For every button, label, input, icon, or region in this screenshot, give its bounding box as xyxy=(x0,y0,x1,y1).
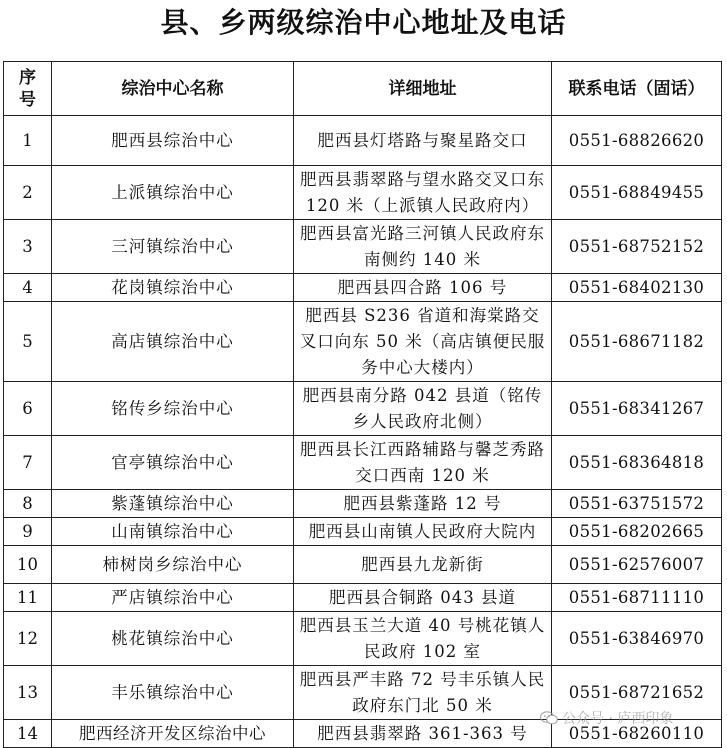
row-index: 10 xyxy=(4,546,52,584)
header-address: 详细地址 xyxy=(294,62,552,116)
row-phone: 0551-68341267 xyxy=(552,382,722,436)
row-address: 肥西县长江西路辅路与馨芝秀路交口西南 120 米 xyxy=(294,436,552,490)
row-address: 肥西县灯塔路与聚星路交口 xyxy=(294,116,552,166)
row-index: 2 xyxy=(4,166,52,220)
row-address: 肥西县翡翠路 361-363 号 xyxy=(294,720,552,748)
header-row xyxy=(4,62,722,116)
table-row xyxy=(4,302,722,382)
row-name: 铭传乡综治中心 xyxy=(52,382,294,436)
table-row xyxy=(4,166,722,220)
row-name: 柿树岗乡综治中心 xyxy=(52,546,294,584)
row-name: 高店镇综治中心 xyxy=(52,302,294,382)
row-address: 肥西县合铜路 043 县道 xyxy=(294,584,552,612)
row-phone: 0551-68711110 xyxy=(552,584,722,612)
row-phone: 0551-68849455 xyxy=(552,166,722,220)
row-phone: 0551-68671182 xyxy=(552,302,722,382)
watermark xyxy=(540,708,673,728)
contact-table xyxy=(3,61,722,748)
row-address: 肥西县翡翠路与望水路交叉口东 120 米（上派镇人民政府内） xyxy=(294,166,552,220)
row-name: 官亭镇综治中心 xyxy=(52,436,294,490)
row-index: 6 xyxy=(4,382,52,436)
row-name: 上派镇综治中心 xyxy=(52,166,294,220)
row-address: 肥西县九龙新街 xyxy=(294,546,552,584)
row-phone: 0551-63751572 xyxy=(552,490,722,518)
table-row xyxy=(4,546,722,584)
row-index: 14 xyxy=(4,720,52,748)
row-address: 肥西县紫蓬路 12 号 xyxy=(294,490,552,518)
row-name: 肥西经济开发区综治中心 xyxy=(52,720,294,748)
row-index: 8 xyxy=(4,490,52,518)
table-row xyxy=(4,116,722,166)
header-name: 综治中心名称 xyxy=(52,62,294,116)
row-address: 肥西县严丰路 72 号丰乐镇人民政府东门北 50 米 xyxy=(294,666,552,720)
row-address: 肥西县富光路三河镇人民政府东南侧约 140 米 xyxy=(294,220,552,274)
row-index: 5 xyxy=(4,302,52,382)
row-phone: 0551-68752152 xyxy=(552,220,722,274)
watermark-text: 公众号 · 庐西印象 xyxy=(562,711,674,727)
row-index: 4 xyxy=(4,274,52,302)
row-name: 严店镇综治中心 xyxy=(52,584,294,612)
row-index: 9 xyxy=(4,518,52,546)
row-phone: 0551-68202665 xyxy=(552,518,722,546)
table-row xyxy=(4,490,722,518)
row-phone: 0551-68260110 xyxy=(552,720,722,748)
row-index: 1 xyxy=(4,116,52,166)
table-row xyxy=(4,612,722,666)
table-row xyxy=(4,274,722,302)
row-phone: 0551-62576007 xyxy=(552,546,722,584)
table-row xyxy=(4,584,722,612)
row-address: 肥西县 S236 省道和海棠路交叉口向东 50 米（高店镇便民服务中心大楼内） xyxy=(294,302,552,382)
row-name: 桃花镇综治中心 xyxy=(52,612,294,666)
row-index: 7 xyxy=(4,436,52,490)
row-name: 花岗镇综治中心 xyxy=(52,274,294,302)
wechat-icon xyxy=(540,711,558,725)
table-row xyxy=(4,382,722,436)
row-name: 三河镇综治中心 xyxy=(52,220,294,274)
table-row xyxy=(4,518,722,546)
row-phone: 0551-68721652 xyxy=(552,666,722,720)
table-row xyxy=(4,220,722,274)
row-name: 肥西县综治中心 xyxy=(52,116,294,166)
header-phone: 联系电话（固话） xyxy=(552,62,722,116)
row-phone: 0551-63846970 xyxy=(552,612,722,666)
header-index: 序号 xyxy=(4,62,52,116)
table-row xyxy=(4,436,722,490)
row-index: 11 xyxy=(4,584,52,612)
row-index: 3 xyxy=(4,220,52,274)
page-title: 县、乡两级综治中心地址及电话 xyxy=(160,6,567,39)
row-phone: 0551-68364818 xyxy=(552,436,722,490)
row-name: 山南镇综治中心 xyxy=(52,518,294,546)
row-address: 肥西县南分路 042 县道（铭传乡人民政府北侧） xyxy=(294,382,552,436)
row-address: 肥西县山南镇人民政府大院内 xyxy=(294,518,552,546)
row-phone: 0551-68402130 xyxy=(552,274,722,302)
row-index: 12 xyxy=(4,612,52,666)
row-name: 紫蓬镇综治中心 xyxy=(52,490,294,518)
row-address: 肥西县四合路 106 号 xyxy=(294,274,552,302)
row-name: 丰乐镇综治中心 xyxy=(52,666,294,720)
row-address: 肥西县玉兰大道 40 号桃花镇人民政府 102 室 xyxy=(294,612,552,666)
row-index: 13 xyxy=(4,666,52,720)
row-phone: 0551-68826620 xyxy=(552,116,722,166)
